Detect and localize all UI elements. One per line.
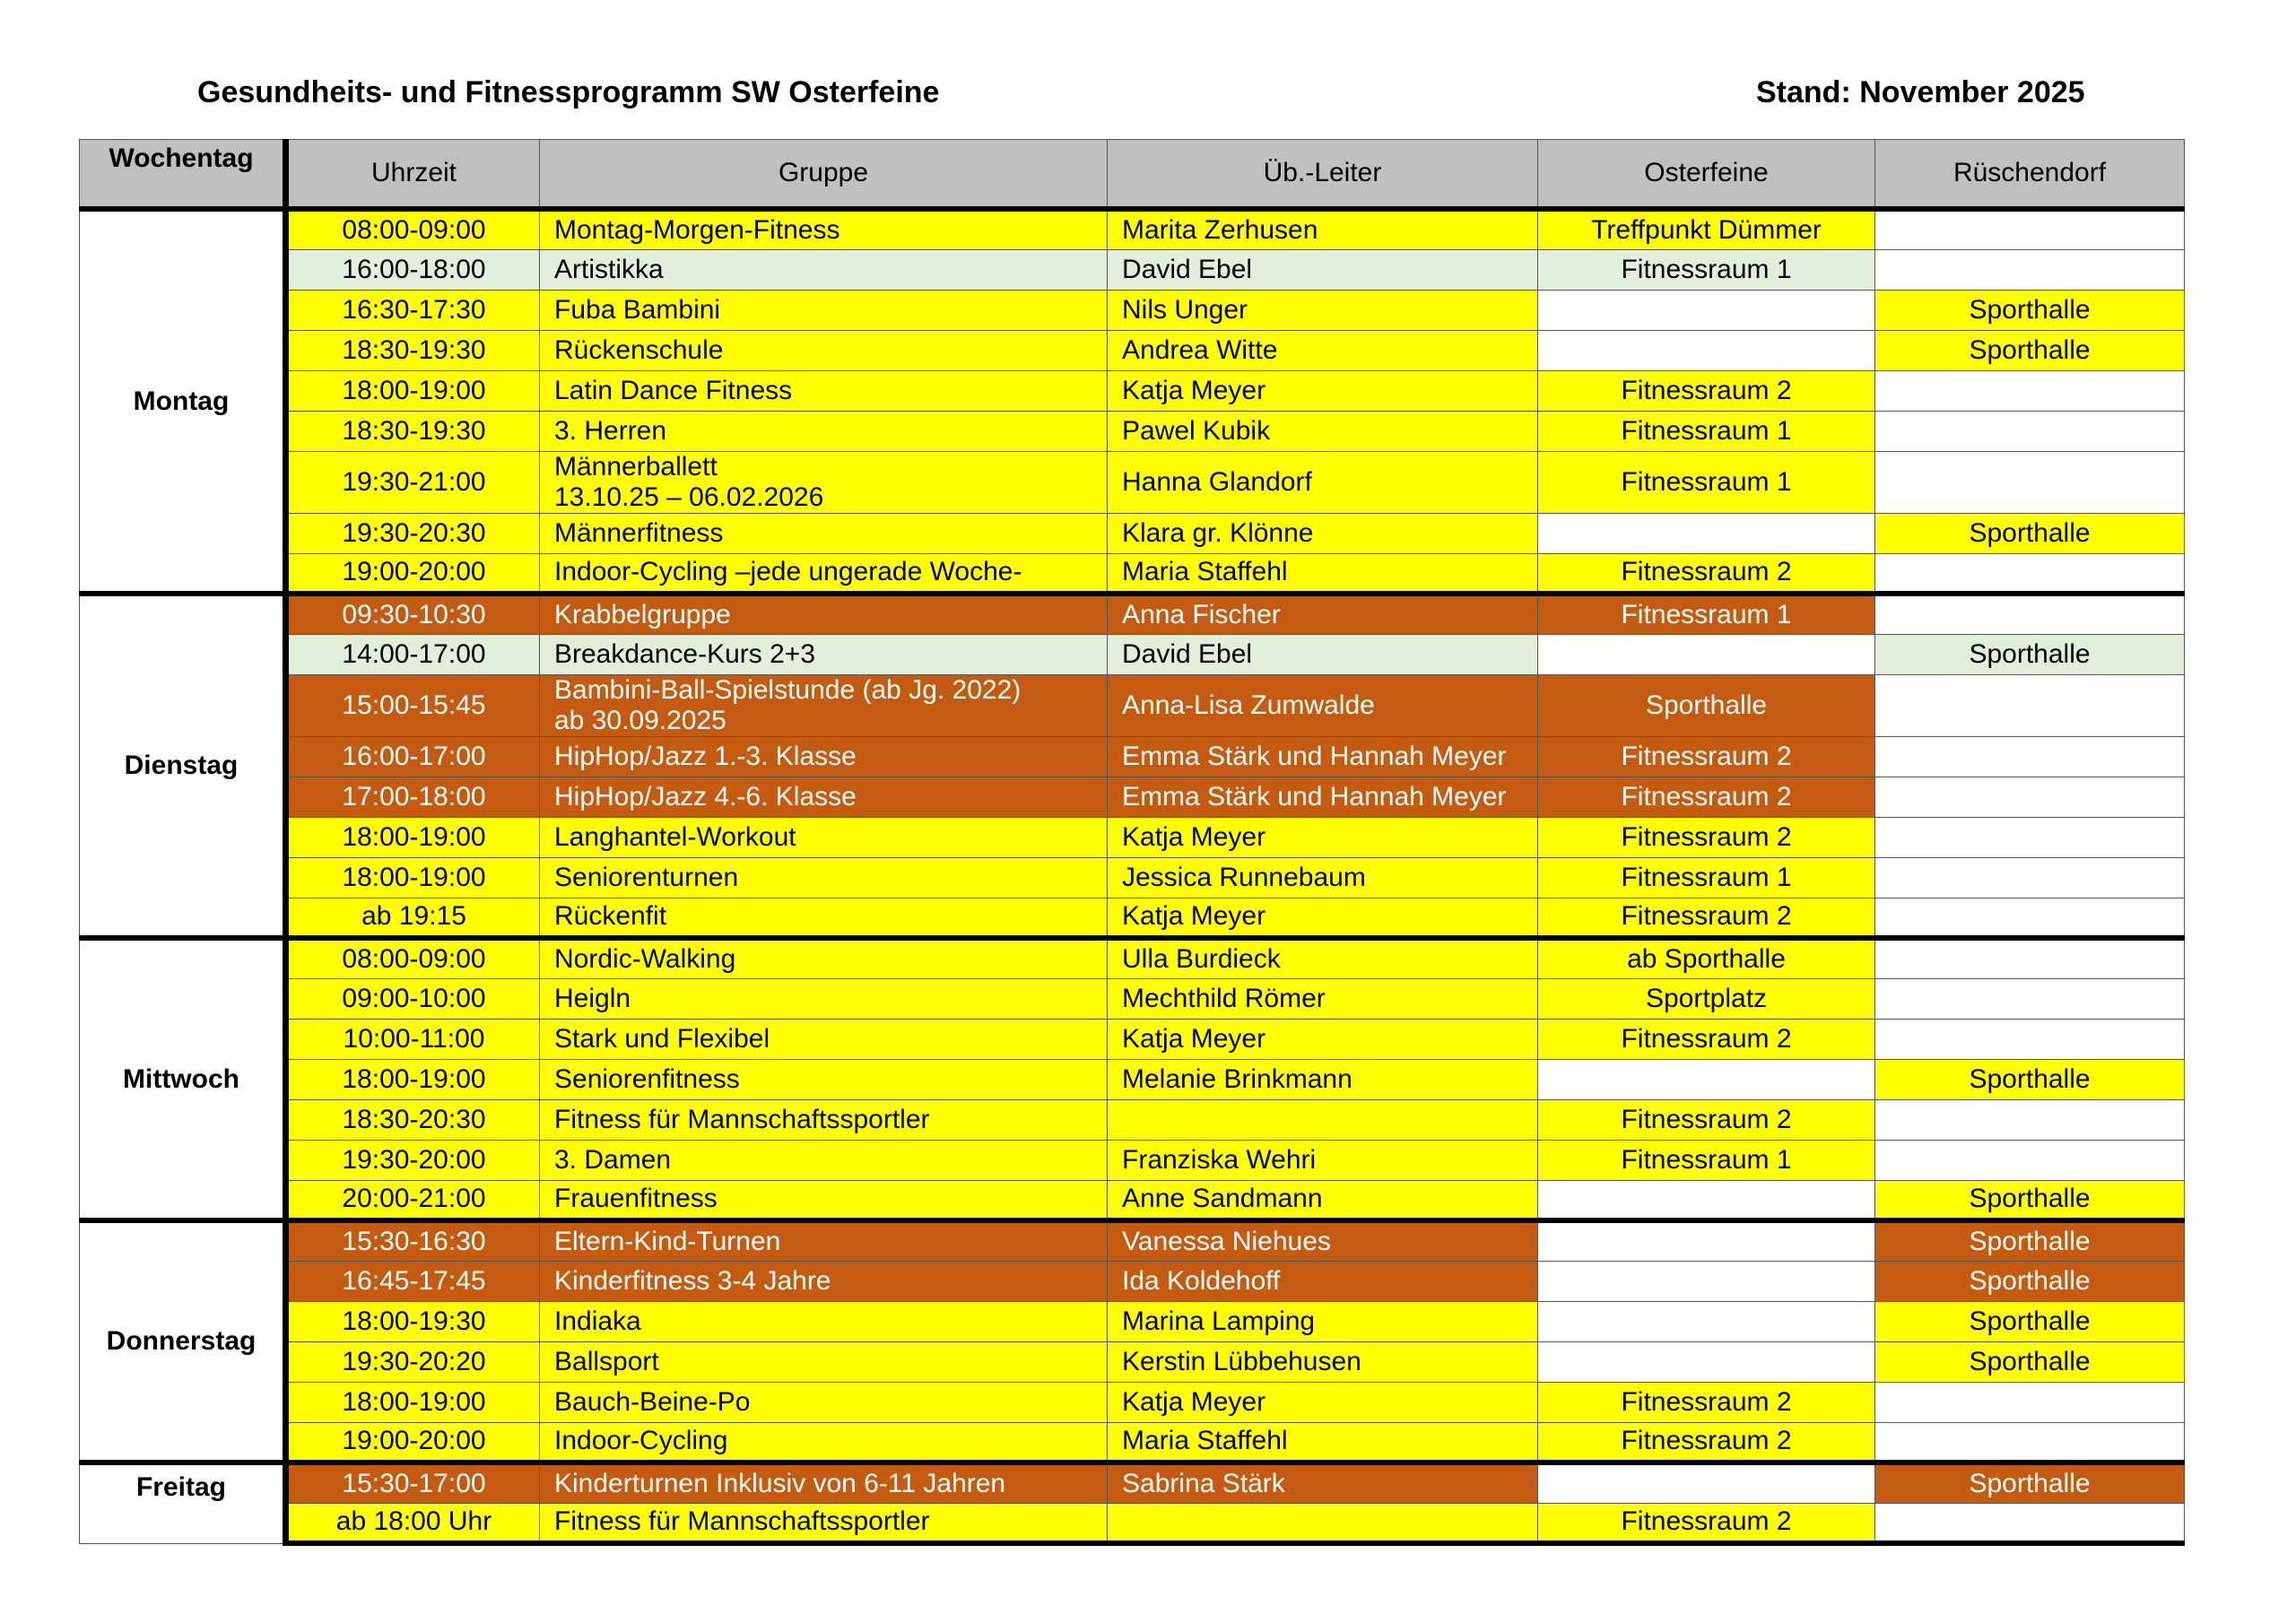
time-cell: 09:00-10:00 [286, 978, 540, 1019]
leader-cell: Hanna Glandorf [1108, 451, 1538, 513]
osterfeine-cell [1538, 513, 1875, 553]
table-row [80, 1301, 2185, 1341]
rueschendorf-cell: Sporthalle [1875, 1462, 2185, 1503]
rueschendorf-cell [1875, 451, 2185, 513]
group-cell: Heigln [540, 978, 1108, 1019]
leader-cell: David Ebel [1108, 249, 1538, 290]
rueschendorf-cell [1875, 209, 2185, 249]
osterfeine-cell: Fitnessraum 1 [1538, 451, 1875, 513]
rueschendorf-cell: Sporthalle [1875, 1261, 2185, 1301]
leader-cell: Katja Meyer [1108, 1382, 1538, 1422]
osterfeine-cell: Fitnessraum 1 [1538, 857, 1875, 898]
leader-cell: Anna Fischer [1108, 594, 1538, 634]
group-cell [540, 451, 1108, 513]
group-name-line1: Männerballett [554, 451, 718, 482]
group-cell: Fuba Bambini [540, 290, 1108, 330]
group-cell: Langhantel-Workout [540, 817, 1108, 857]
table-row [80, 1220, 2185, 1261]
weekday-cell: Mittwoch [80, 938, 286, 1220]
osterfeine-cell [1538, 290, 1875, 330]
osterfeine-cell: Sporthalle [1538, 674, 1875, 736]
rueschendorf-cell: Sporthalle [1875, 513, 2185, 553]
osterfeine-cell: Sportplatz [1538, 978, 1875, 1019]
table-row [80, 1140, 2185, 1180]
time-cell: 18:00-19:00 [286, 817, 540, 857]
table-row [80, 1099, 2185, 1140]
osterfeine-cell: Fitnessraum 2 [1538, 370, 1875, 411]
table-row [80, 553, 2185, 594]
column-header-group: Gruppe [540, 140, 1108, 210]
day-group-donnerstag [80, 1220, 2185, 1462]
time-cell: ab 18:00 Uhr [286, 1503, 540, 1543]
group-cell: Latin Dance Fitness [540, 370, 1108, 411]
osterfeine-cell: Fitnessraum 1 [1538, 594, 1875, 634]
osterfeine-cell: Fitnessraum 2 [1538, 817, 1875, 857]
rueschendorf-cell: Sporthalle [1875, 1180, 2185, 1220]
table-row [80, 1462, 2185, 1503]
rueschendorf-cell [1875, 594, 2185, 634]
rueschendorf-cell [1875, 249, 2185, 290]
page-title: Gesundheits- und Fitnessprogramm SW Osterfeine [197, 75, 940, 109]
rueschendorf-cell: Sporthalle [1875, 634, 2185, 674]
osterfeine-cell: Fitnessraum 2 [1538, 1099, 1875, 1140]
time-cell: 19:30-20:00 [286, 1140, 540, 1180]
osterfeine-cell [1538, 1341, 1875, 1382]
rueschendorf-cell [1875, 1099, 2185, 1140]
leader-cell: Maria Staffehl [1108, 553, 1538, 594]
time-cell: 18:00-19:00 [286, 1059, 540, 1099]
rueschendorf-cell [1875, 938, 2185, 978]
leader-cell: Vanessa Niehues [1108, 1220, 1538, 1261]
group-cell: Seniorenturnen [540, 857, 1108, 898]
table-row [80, 370, 2185, 411]
time-cell: 18:00-19:30 [286, 1301, 540, 1341]
schedule-table [79, 139, 2185, 1546]
weekday-cell: Donnerstag [80, 1220, 286, 1462]
time-cell: ab 19:15 [286, 898, 540, 938]
table-row [80, 513, 2185, 553]
leader-cell: Emma Stärk und Hannah Meyer [1108, 777, 1538, 817]
time-cell: 18:00-19:00 [286, 857, 540, 898]
time-cell: 16:30-17:30 [286, 290, 540, 330]
table-row [80, 330, 2185, 370]
group-cell: Fitness für Mannschaftssportler [540, 1099, 1108, 1140]
leader-cell [1108, 1503, 1538, 1543]
group-cell: Krabbelgruppe [540, 594, 1108, 634]
rueschendorf-cell [1875, 1382, 2185, 1422]
table-row [80, 594, 2185, 634]
column-header-day: Wochentag [80, 140, 286, 210]
table-row [80, 249, 2185, 290]
osterfeine-cell: Fitnessraum 2 [1538, 553, 1875, 594]
group-cell: Indoor-Cycling [540, 1422, 1108, 1462]
group-cell: Kinderturnen Inklusiv von 6-11 Jahren [540, 1462, 1108, 1503]
osterfeine-cell [1538, 1180, 1875, 1220]
time-cell: 19:30-20:30 [286, 513, 540, 553]
weekday-cell: Dienstag [80, 594, 286, 938]
group-cell: Fitness für Mannschaftssportler [540, 1503, 1108, 1543]
day-group-dienstag [80, 594, 2185, 938]
group-cell: Kinderfitness 3-4 Jahre [540, 1261, 1108, 1301]
rueschendorf-cell [1875, 857, 2185, 898]
rueschendorf-cell [1875, 411, 2185, 451]
osterfeine-cell: Fitnessraum 2 [1538, 777, 1875, 817]
group-cell: Nordic-Walking [540, 938, 1108, 978]
osterfeine-cell: Fitnessraum 1 [1538, 411, 1875, 451]
column-header-time: Uhrzeit [286, 140, 540, 210]
rueschendorf-cell [1875, 978, 2185, 1019]
time-cell: 17:00-18:00 [286, 777, 540, 817]
table-row [80, 1180, 2185, 1220]
osterfeine-cell: Fitnessraum 2 [1538, 898, 1875, 938]
rueschendorf-cell: Sporthalle [1875, 1301, 2185, 1341]
time-cell: 18:30-19:30 [286, 411, 540, 451]
time-cell: 14:00-17:00 [286, 634, 540, 674]
time-cell: 19:30-20:20 [286, 1341, 540, 1382]
table-row [80, 1261, 2185, 1301]
group-cell: Ballsport [540, 1341, 1108, 1382]
time-cell: 16:00-17:00 [286, 736, 540, 777]
table-row [80, 1019, 2185, 1059]
group-cell: Eltern-Kind-Turnen [540, 1220, 1108, 1261]
time-cell: 08:00-09:00 [286, 938, 540, 978]
osterfeine-cell: Fitnessraum 2 [1538, 1422, 1875, 1462]
osterfeine-cell: Fitnessraum 2 [1538, 1503, 1875, 1543]
osterfeine-cell: Fitnessraum 2 [1538, 736, 1875, 777]
time-cell: 15:00-15:45 [286, 674, 540, 736]
time-cell: 16:00-18:00 [286, 249, 540, 290]
group-cell: Artistikka [540, 249, 1108, 290]
leader-cell: Maria Staffehl [1108, 1422, 1538, 1462]
time-cell: 20:00-21:00 [286, 1180, 540, 1220]
table-row [80, 451, 2185, 513]
time-cell: 19:30-21:00 [286, 451, 540, 513]
group-cell: Seniorenfitness [540, 1059, 1108, 1099]
group-cell: Frauenfitness [540, 1180, 1108, 1220]
group-cell: Montag-Morgen-Fitness [540, 209, 1108, 249]
leader-cell: Kerstin Lübbehusen [1108, 1341, 1538, 1382]
day-group-montag [80, 209, 2185, 594]
leader-cell: Katja Meyer [1108, 817, 1538, 857]
osterfeine-cell [1538, 1301, 1875, 1341]
leader-cell: Sabrina Stärk [1108, 1462, 1538, 1503]
group-cell: Rückenfit [540, 898, 1108, 938]
header-row [80, 140, 2185, 210]
leader-cell: Katja Meyer [1108, 1019, 1538, 1059]
rueschendorf-cell: Sporthalle [1875, 1059, 2185, 1099]
time-cell: 19:00-20:00 [286, 553, 540, 594]
time-cell: 09:30-10:30 [286, 594, 540, 634]
rueschendorf-cell [1875, 1503, 2185, 1543]
table-row [80, 978, 2185, 1019]
osterfeine-cell: Fitnessraum 2 [1538, 1382, 1875, 1422]
osterfeine-cell [1538, 330, 1875, 370]
leader-cell: Pawel Kubik [1108, 411, 1538, 451]
table-row [80, 209, 2185, 249]
leader-cell: Andrea Witte [1108, 330, 1538, 370]
osterfeine-cell: Treffpunkt Dümmer [1538, 209, 1875, 249]
table-row [80, 1503, 2185, 1543]
rueschendorf-cell: Sporthalle [1875, 290, 2185, 330]
group-cell: Bauch-Beine-Po [540, 1382, 1108, 1422]
osterfeine-cell [1538, 634, 1875, 674]
rueschendorf-cell [1875, 817, 2185, 857]
leader-cell: Ulla Burdieck [1108, 938, 1538, 978]
table-row [80, 817, 2185, 857]
leader-cell: Franziska Wehri [1108, 1140, 1538, 1180]
leader-cell: Melanie Brinkmann [1108, 1059, 1538, 1099]
time-cell: 18:30-19:30 [286, 330, 540, 370]
group-cell: Stark und Flexibel [540, 1019, 1108, 1059]
group-cell: 3. Herren [540, 411, 1108, 451]
leader-cell: Katja Meyer [1108, 898, 1538, 938]
rueschendorf-cell: Sporthalle [1875, 1341, 2185, 1382]
osterfeine-cell: ab Sporthalle [1538, 938, 1875, 978]
leader-cell: Anne Sandmann [1108, 1180, 1538, 1220]
rueschendorf-cell: Sporthalle [1875, 1220, 2185, 1261]
group-name-line1: Bambini-Ball-Spielstunde (ab Jg. 2022) [554, 674, 1022, 705]
osterfeine-cell [1538, 1462, 1875, 1503]
osterfeine-cell [1538, 1220, 1875, 1261]
time-cell: 15:30-17:00 [286, 1462, 540, 1503]
column-header-leader: Üb.-Leiter [1108, 140, 1538, 210]
weekday-cell: Montag [80, 209, 286, 594]
stand-date: Stand: November 2025 [1756, 75, 2085, 109]
day-group-freitag [80, 1462, 2185, 1543]
group-cell: HipHop/Jazz 4.-6. Klasse [540, 777, 1108, 817]
table-row [80, 634, 2185, 674]
osterfeine-cell: Fitnessraum 2 [1538, 1019, 1875, 1059]
rueschendorf-cell [1875, 1422, 2185, 1462]
rueschendorf-cell [1875, 736, 2185, 777]
table-row [80, 1341, 2185, 1382]
rueschendorf-cell [1875, 898, 2185, 938]
time-cell: 19:00-20:00 [286, 1422, 540, 1462]
leader-cell: Marina Lamping [1108, 1301, 1538, 1341]
leader-cell: David Ebel [1108, 634, 1538, 674]
time-cell: 08:00-09:00 [286, 209, 540, 249]
group-cell: 3. Damen [540, 1140, 1108, 1180]
leader-cell: Emma Stärk und Hannah Meyer [1108, 736, 1538, 777]
osterfeine-cell [1538, 1059, 1875, 1099]
leader-cell: Ida Koldehoff [1108, 1261, 1538, 1301]
table-row [80, 411, 2185, 451]
group-name-line2: ab 30.09.2025 [554, 705, 726, 735]
group-cell: Indiaka [540, 1301, 1108, 1341]
time-cell: 15:30-16:30 [286, 1220, 540, 1261]
day-group-mittwoch [80, 938, 2185, 1220]
column-header-osterfeine: Osterfeine [1538, 140, 1875, 210]
rueschendorf-cell [1875, 553, 2185, 594]
group-name-line2: 13.10.25 – 06.02.2026 [554, 482, 824, 512]
table-row [80, 1059, 2185, 1099]
leader-cell: Marita Zerhusen [1108, 209, 1538, 249]
table-row [80, 1382, 2185, 1422]
leader-cell: Klara gr. Klönne [1108, 513, 1538, 553]
time-cell: 10:00-11:00 [286, 1019, 540, 1059]
time-cell: 16:45-17:45 [286, 1261, 540, 1301]
group-cell: Rückenschule [540, 330, 1108, 370]
column-header-rueschendorf: Rüschendorf [1875, 140, 2185, 210]
group-cell [540, 674, 1108, 736]
osterfeine-cell [1538, 1261, 1875, 1301]
osterfeine-cell: Fitnessraum 1 [1538, 1140, 1875, 1180]
group-cell: Männerfitness [540, 513, 1108, 553]
leader-cell: Mechthild Römer [1108, 978, 1538, 1019]
rueschendorf-cell [1875, 777, 2185, 817]
group-cell: HipHop/Jazz 1.-3. Klasse [540, 736, 1108, 777]
weekday-cell: Freitag [80, 1462, 286, 1543]
rueschendorf-cell: Sporthalle [1875, 330, 2185, 370]
table-row [80, 290, 2185, 330]
leader-cell: Nils Unger [1108, 290, 1538, 330]
time-cell: 18:00-19:00 [286, 370, 540, 411]
table-row [80, 938, 2185, 978]
osterfeine-cell: Fitnessraum 1 [1538, 249, 1875, 290]
leader-cell: Katja Meyer [1108, 370, 1538, 411]
table-row [80, 736, 2185, 777]
leader-cell [1108, 1099, 1538, 1140]
group-cell: Indoor-Cycling –jede ungerade Woche- [540, 553, 1108, 594]
rueschendorf-cell [1875, 674, 2185, 736]
group-cell: Breakdance-Kurs 2+3 [540, 634, 1108, 674]
table-row [80, 898, 2185, 938]
leader-cell: Jessica Runnebaum [1108, 857, 1538, 898]
table-row [80, 857, 2185, 898]
rueschendorf-cell [1875, 370, 2185, 411]
leader-cell: Anna-Lisa Zumwalde [1108, 674, 1538, 736]
time-cell: 18:00-19:00 [286, 1382, 540, 1422]
table-row [80, 1422, 2185, 1462]
table-row [80, 777, 2185, 817]
rueschendorf-cell [1875, 1019, 2185, 1059]
table-row [80, 674, 2185, 736]
time-cell: 18:30-20:30 [286, 1099, 540, 1140]
rueschendorf-cell [1875, 1140, 2185, 1180]
